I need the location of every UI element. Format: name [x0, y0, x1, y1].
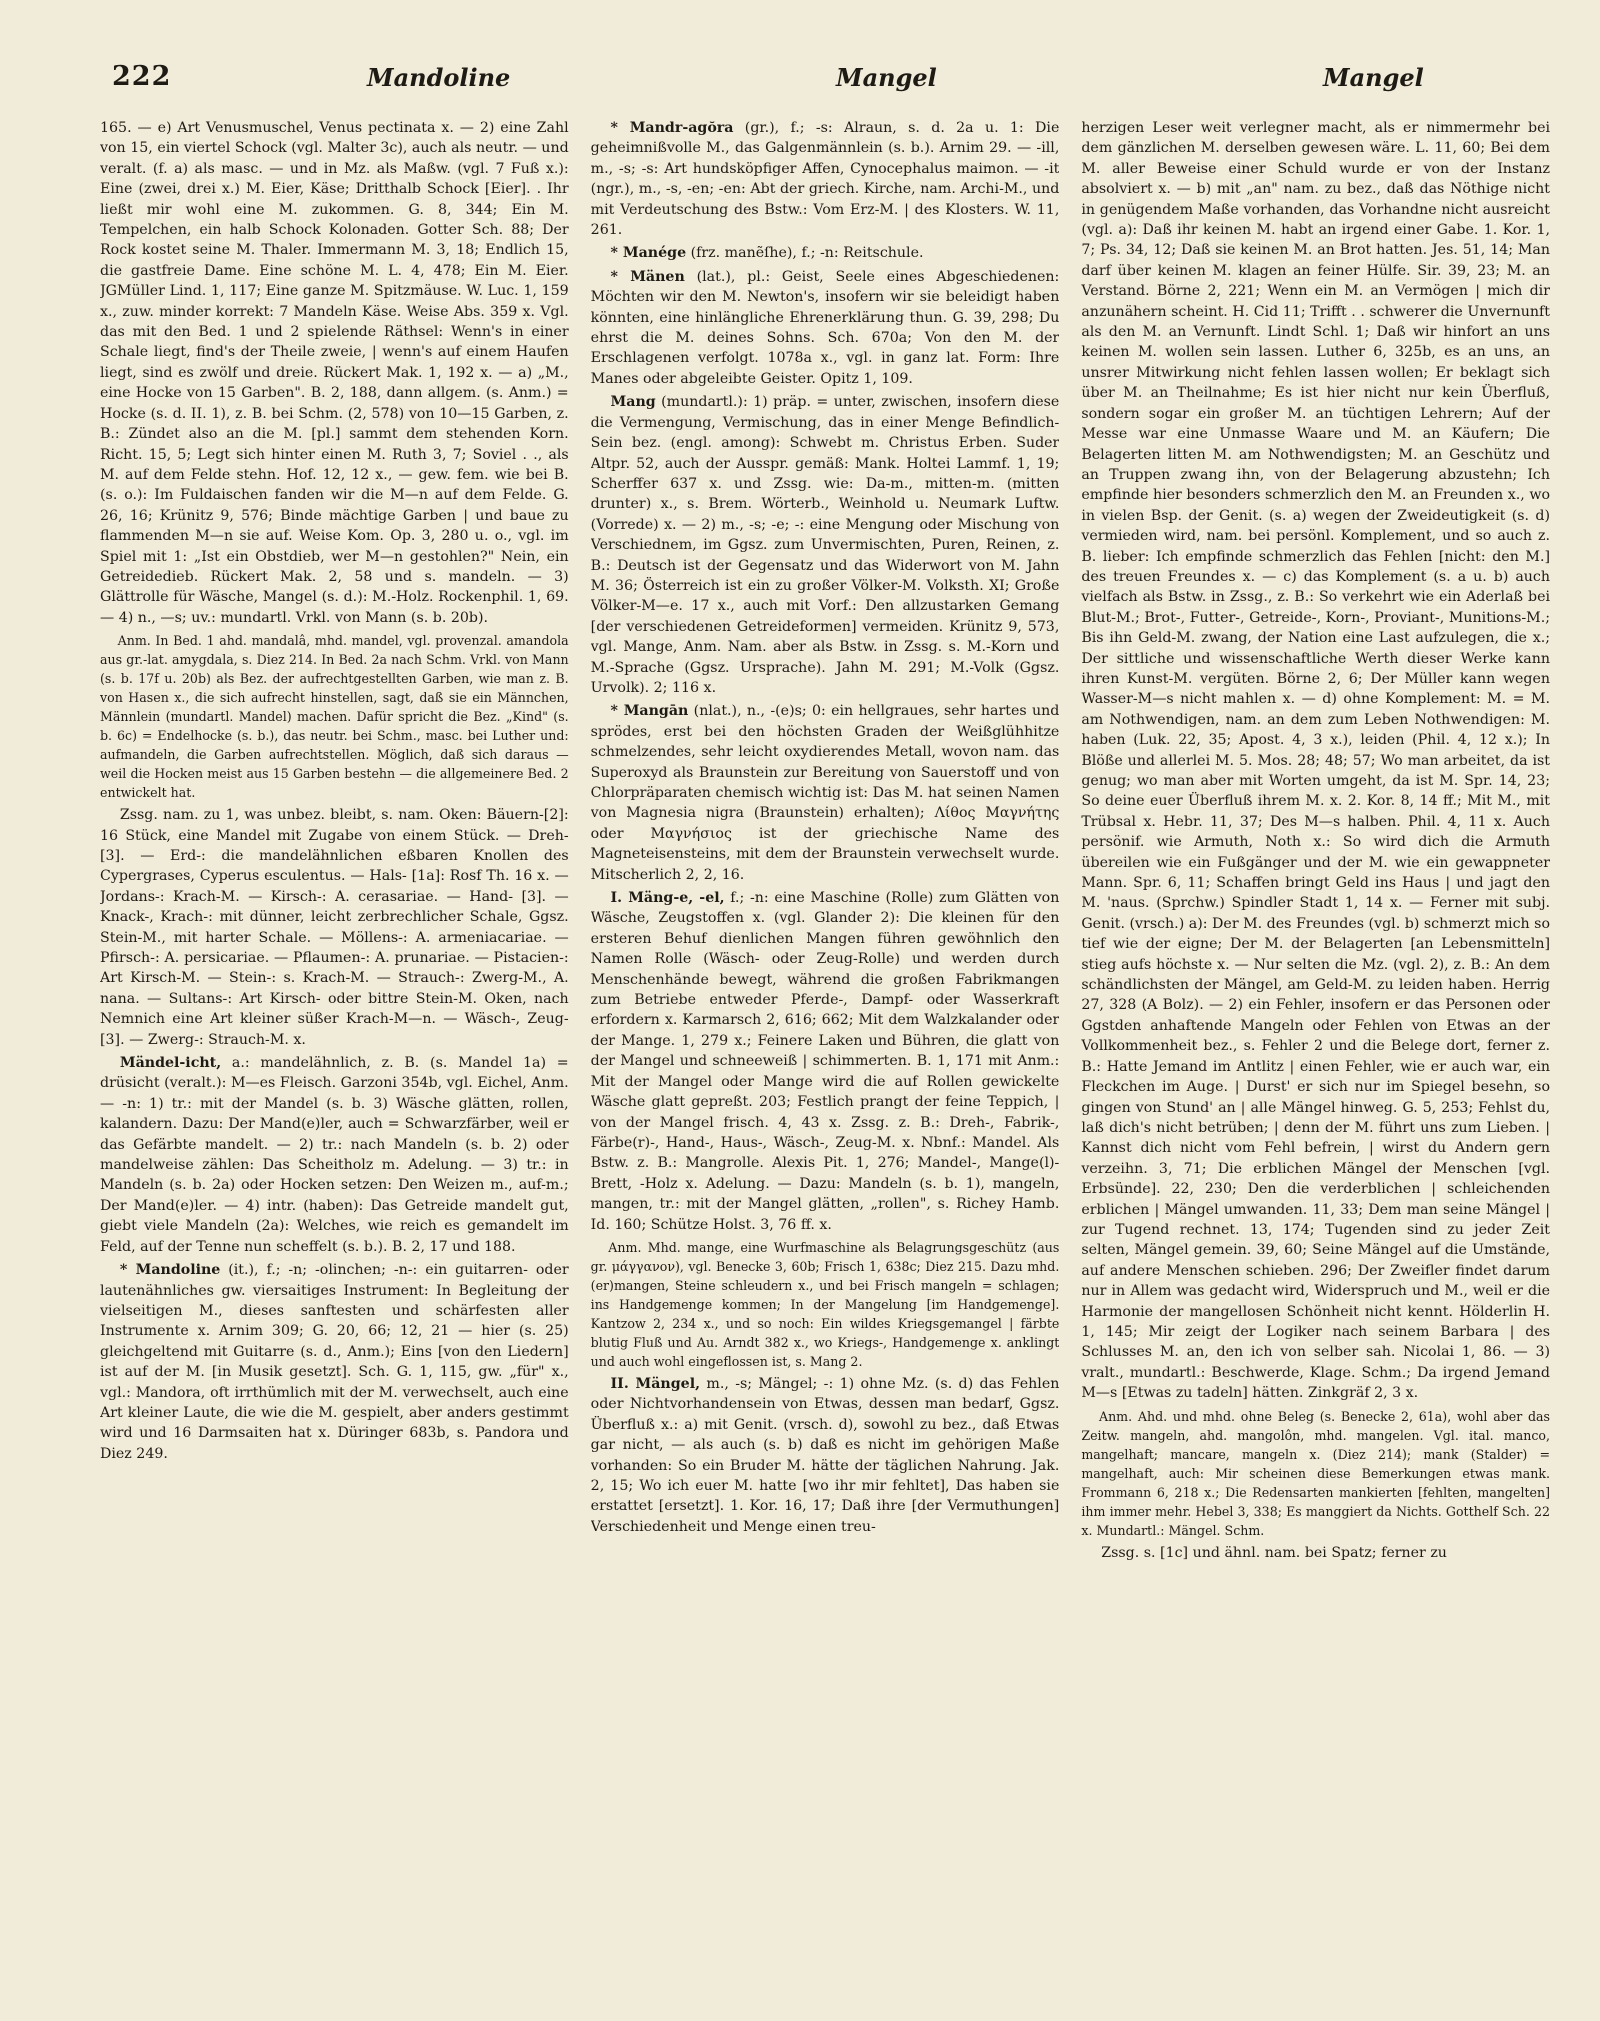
entry-text: Anm. In Bed. 1 ahd. mandalâ, mhd. mandel, vgl. provenzal. amandola aus gr.-lat. amygdala, s. Diez 214. In Bed. 2a nach Schm. Vrkl. von Mann (s. b. 17f u. 20b) als Bez. der aufrechtgestellten Garben, wie man z. B. von Hasen x., die sich aufrecht hinstellen, sagt, daß sie ein Männchen, Männlein (mundartl. Mandel) machen. Dafür spricht die Bez. „Kind" (s. b. 6c) = Endelhocke (s. b.), das neutr. bei Schm., masc. bei Luther und: aufmandeln, die Garben aufrechtstellen. Möglich, daß sich daraus — weil die Hocken meist aus 15 Garben bestehn — die allgemeinere Bed. 2 entwickelt hat.	[100, 633, 569, 801]
dictionary-entry	[100, 1260, 569, 1464]
entry-text: f.; -n: eine Maschine (Rolle) zum Glätten von Wäsche, Zeugstoffen x. (vgl. Glander 2): Die kleinen für den ersteren Behuf dienlichen Mangen führen gewöhnlich den Namen Rolle (Wäsch- oder Zeug-Rolle) und werden durch Menschenhände bewegt, während die großen Fabrikmangen zum Betriebe entweder Pferde-, Dampf- oder Wasserkraft erfordern x. Karmarsch 2, 616; 662; Mit dem Walzkalander oder der Mange. 1, 279 x.; Feinere Laken und Bühren, die glatt von der Mangel und schneeweiß | schimmerten. B. 1, 171 mit Anm.: Mit der Mangel oder Mange wird die auf Rollen gewickelte Wäsche glatt gepreßt. 203; Festlich prangt der feine Teppich, | von der Mangel frisch. 4, 43 x. Zssg. z. B.: Dreh-, Fabrik-, Färbe(r)-, Hand-, Haus-, Wäsch-, Zeug-M. x. Nbnf.: Mandel. Als Bstw. z. B.: Mangrolle. Alexis Pit. 1, 276; Mandel-, Mange(l)-Brett, -Holz x. Adelung. — Dazu: Mandeln (s. b. 1), mangeln, mangen, tr.: mit der Mangel glätten, „rollen", s. Richey Hamb. Id. 160; Schütze Holst. 3, 76 ff. x.	[590, 890, 1060, 1233]
entry-text: (frz. manẽſhe), f.; -n: Reitschule.	[690, 245, 924, 262]
dictionary-entry	[100, 1053, 569, 1257]
right-running-head: Mangel	[1323, 63, 1424, 92]
entry-lemma: * Manége	[610, 245, 687, 262]
entry-lemma: II. Mängel,	[610, 1375, 701, 1392]
dictionary-entry	[591, 701, 1060, 885]
entry-text: (mundartl.): 1) präp. = unter, zwischen, insofern diese die Vermengung, Vermischung, das in einer Menge Befindlich-Sein bez. (engl. among): Schwebt m. Christus Erben. Suder Altpr. 52, auch der Ausspr. gemäß: Mank. Holtei Lammf. 1, 19; Scherffer 637 x. und Zssg. wie: Da-m., mitten-m. (mitten drunter) x., s. Brem. Wörterb., Weinhold u. Neumark Luftw. (Vorrede) x. — 2) m., -s; -e; -: eine Mengung oder Mischung von Verschiednem, im Ggsz. zum Unvermischten, Puren, Reinen, z. B.: Deutsch ist der Gegensatz und das Widerwort von M. Jahn M. 36; Österreich ist ein zu großer Völker-M. Volksth. XI; Große Völker-M—e. 17 x., auch mit Vorf.: Den allzustarken Gemang [der verschiedenen Getreideformen] vermeiden. Krünitz 9, 573, vgl. Mange, Anm. Nam. aber als Bstw. in Zssg. s. M.-Korn und M.-Sprache (Ggsz. Ursprache). Jahn M. 291; M.-Volk (Ggsz. Urvolk). 2; 116 x.	[590, 394, 1060, 696]
entry-text: m., -s; Mängel; -: 1) ohne Mz. (s. d) das Fehlen oder Nichtvorhandensein von Etwas, dessen man bedarf, Ggsz. Überfluß x.: a) mit Genit. (vrsch. d), sowohl zu bez., daß Etwas gar nicht, — als auch (s. b) daß es nicht im gehörigen Maße vorhanden: So ein Bruder M. hätte der täglichen Nahrung. Jak. 2, 15; Wo ich euer M. hatte [wo ihr mir fehltet], Das haben sie erstattet [ersetzt]. 1. Kor. 16, 17; Daß ihre [der Vermuthungen] Verschiedenheit und Menge einen treu-	[590, 1375, 1060, 1535]
entry-text: a.: mandelähnlich, z. B. (s. Mandel 1a) = drüsicht (veralt.): M—es Fleisch. Garzoni 354b, vgl. Eichel, Anm. — -n: 1) tr.: mit der Mandel (s. b. 3) Wäsche glätten, rollen, kalandern. Dazu: Der Mand(e)ler, auch = Schwarzfärber, weil er das Gefärbte mandelt. — 2) tr.: nach Mandeln (s. b. 2) oder mandelweise zählen: Das Scheitholz m. Adelung. — 3) tr.: in Mandeln (s. b. 2a) oder Hocken setzen: Den Weizen m., auf-m.; Der Mand(e)ler. — 4) intr. (haben): Das Getreide mandelt gut, giebt viele Mandeln (2a): Welches, wie reich es gemandelt im Feld, auf der Tenne nun scheffelt (s. b.). B. 2, 17 und 188.	[100, 1055, 569, 1255]
entry-text: Zssg. nam. zu 1, was unbez. bleibt, s. nam. Oken: Bäuern-[2]: 16 Stück, eine Mandel mit Zugabe von einem Stück. — Dreh- [3]. — Erd-: die mandelähnlichen eßbaren Knollen des Cypergrases, Cyperus esculentus. — Hals- [1a]: Rosf Th. 16 x. — Jordans-: Krach-M. — Kirsch-: A. cerasariae. — Hand- [3]. — Knack-, Krach-: mit dünner, leicht zerbrechlicher Schale, Ggsz. Stein-M., mit harter Schale. — Möllens-: A. armeniacariae. — Pfirsch-: A. persicariae. — Pflaumen-: A. prunariae. — Pistacien-: Art Kirsch-M. — Stein-: s. Krach-M. — Strauch-: Zwerg-M., A. nana. — Sultans-: Art Kirsch- oder bittre Stein-M. Oken, nach Nemnich eine Art kleiner süßer Krach-M—n. — Wäsch-, Zeug- [3]. — Zwerg-: Strauch-M. x.	[100, 807, 569, 1048]
continued-paragraph	[100, 118, 569, 628]
entry-text: (gr.), f.; -s: Alraun, s. d. 2a u. 1: Die geheimnißvolle M., das Galgenmännlein (s. b.). Arnim 29. — -ill, m., -s; -s: Art hundsköpfiger Affen, Cynocephalus maimon. — -it (ngr.), m., -s, -en; -en: Abt der griech. Kirche, nam. Archi-M., und mit Verdeutschung des Bstw.: Vom Erz-M. | des Klosters. W. 11, 261.	[590, 120, 1060, 239]
column-middle	[591, 118, 1060, 1878]
entry-text: Anm. Mhd. mange, eine Wurfmaschine als Belagrungsgeschütz (aus gr. μάγγανον), vgl. Benecke 3, 60b; Frisch 1, 638c; Diez 215. Dazu mhd. (er)mangen, Steine schleudern x., und bei Frisch mangeln = schlagen; ins Handgemenge kommen; In der Mangelung [im Handgemenge]. Kantzow 2, 234 x., und so noch: Ein wildes Kriegsgemangel | färbte blutig Fluß und Au. Arndt 382 x., wo Kriegs-, Handgemenge x. anklingt und auch wohl eingeflossen ist, s. Mang 2.	[590, 1239, 1060, 1369]
dictionary-entry	[591, 1374, 1060, 1537]
text-columns	[100, 118, 1550, 1878]
entry-lemma: Mang	[610, 394, 656, 411]
entry-lemma: * Mandr-agŏra	[610, 120, 734, 136]
column-left	[100, 118, 569, 1878]
entry-text: (lat.), pl.: Geist, Seele eines Abgeschiedenen: Möchten wir den M. Newton's, insofern wir sie beleidigt haben könnten, eine hinlängliche Ehrenerklärung thun. G. 39, 298; Du ehrst die M. deines Sohns. Sch. 670a; Von den M. der Erschlagenen verfolgt. 1078a x., vgl. in ganz lat. Form: Ihre Manes oder abgeleibte Geister. Opitz 1, 109.	[590, 268, 1060, 387]
column-right	[1081, 118, 1550, 1878]
entry-text: Anm. Ahd. und mhd. ohne Beleg (s. Benecke 2, 61a), wohl aber das Zeitw. mangeln, ahd. mangolôn, mhd. mangelen. Vgl. ital. manco, mangelhaft; mancare, mangeln x. (Diez 214); mank (Stalder) = mangelhaft, auch: Mir scheinen diese Bemerkungen etwas mank. Frommann 6, 218 x.; Die Redensarten mankierten [fehlten, mangelten] ihm immer mehr. Hebel 3, 338; Es manggiert da Nichts. Gotthelf Sch. 22 x. Mundartl.: Mängel. Schm.	[1081, 1408, 1550, 1538]
entry-text: 165. — e) Art Venusmuschel, Venus pectinata x. — 2) eine Zahl von 15, ein viertel Schock (vgl. Malter 3c), auch als neutr. — und veralt. (f. a) als masc. — und in Mz. als Maßw. (vgl. 7 Fuß x.): Eine (zwei, drei x.) M. Eier, Käse; Dritthalb Schock [Eier]. . Ihr ließt mir wohl eine M. zukommen. G. 8, 344; Ein M. Tempelchen, ein halb Schock Kolonaden. Gotter Sch. 88; Der Rock kostet seine M. Thaler. Immermann M. 3, 18; Endlich 15, die gastfreie Dame. Eine schöne M. L. 4, 478; Ein M. Eier. JGMüller Lind. 1, 117; Eine ganze M. Spitzmäuse. W. Luc. 1, 159 x., zuw. minder korrekt: 7 Mandeln Käse. Weise Abs. 359 x. Vgl. das mit den Bed. 1 und 2 spielende Räthsel: Wenn's in einer Schale liegt, find's der Theile zweie, | wenn's auf einem Haufen liegt, sind es zwölf und dreie. Rückert Mak. 1, 192 x. — a) „M., eine Hocke von 15 Garben". B. 2, 188, dann allgem. (s. Anm.) = Hocke (s. d. II. 1), z. B. bei Schm. (2, 578) von 10—15 Garben, z. B.: Zündet also an die M. [pl.] sammt dem stehenden Korn. Richt. 15, 5; Legt sich hinter einen M. Ruth 3, 7; Soviel . ., als M. auf dem Felde stehn. Hof. 12, 12 x., — gew. fem. wie bei B. (s. o.): Im Fuldaischen fanden wir die M—n auf dem Felde. G. 26, 16; Krünitz 9, 576; Binde mächtige Garben | und baue zu flammenden M—n sie auf. Weise Kom. Op. 3, 280 u. o., vgl. im Spiel mit 1: „Ist ein Obstdieb, wer M—n gestohlen?" Nein, ein Getreidedieb. Rückert Mak. 2, 58 und s. mandeln. — 3) Glättrolle für Wäsche, Mangel (s. d.): M.-Holz. Rockenphil. 1, 69. — 4) n., —s; uv.: mundartl. Vrkl. von Mann (s. b. 20b).	[100, 120, 569, 626]
entry-lemma: I. Mäng-e, -el,	[610, 890, 725, 907]
entry-lemma: * Mänen	[610, 268, 685, 285]
entry-lemma: * Mandoline	[119, 1262, 221, 1279]
continued-paragraph	[100, 805, 569, 1050]
page-header	[40, 55, 1560, 95]
dictionary-entry	[591, 392, 1060, 698]
dictionary-entry	[591, 888, 1060, 1235]
middle-running-head: Mangel	[836, 63, 937, 92]
annotation-paragraph	[100, 631, 569, 802]
entry-text: (nlat.), n., -(e)s; 0: ein hellgraues, sehr hartes und sprödes, erst bei den höchsten Graden der Weißglühhitze schmelzendes, sehr leicht oxydierendes Metall, wovon nam. das Superoxyd als Braunstein zur Bereitung von Sauerstoff und von Chlorpräparaten chemisch wichtig ist: Das M. hat seinen Namen von Magnesia nigra (Braunstein) erhalten); Λίθος Μαγνήτης oder Μαγνήσιος ist der griechische Name des Magneteisensteins, mit dem der Braunstein verwechselt wurde. Mitscherlich 2, 2, 16.	[590, 703, 1060, 883]
left-running-head: Mandoline	[367, 63, 511, 92]
entry-text: Zssg. s. [1c] und ähnl. nam. bei Spatz; ferner zu	[1101, 1544, 1447, 1561]
dictionary-entry	[591, 118, 1060, 240]
continued-paragraph	[1081, 118, 1550, 1404]
page-number: 222	[112, 61, 172, 92]
dictionary-entry	[591, 267, 1060, 389]
annotation-paragraph	[1081, 1407, 1550, 1540]
entry-text: herzigen Leser weit verlegner macht, als er nimmermehr bei dem gänzlichen M. derselben gewesen wäre. L. 11, 60; Bei dem M. aller Beweise einer Schuld wurde er von der Instanz absolviert x. — b) mit „an" nam. zu bez., daß das Nöthige nicht in genügendem Maße vorhanden, das Vorhandne nicht ausreicht (vgl. a): Daß ihr keinen M. habt an irgend einer Gabe. 1. Kor. 1, 7; Ps. 34, 12; Daß sie keinen M. an Brot hatten. Jes. 51, 14; Man darf über keinen M. klagen an feiner Hülfe. Sir. 39, 23; M. an Verstand. Börne 2, 221; Wenn ein M. an Vermögen | mich dir anzunähern scheint. H. Cid 11; Trifft . . schwerer die Unvernunft als den M. an Vernunft. Lindt Schl. 1; Daß wir hinfort an uns keinen M. wollen sein lassen. Luther 6, 325b, es an uns, an unsrer Mitwirkung nicht fehlen lassen wollen; Er beklagt sich über M. an Theilnahme; Es ist hier nicht nur kein Überfluß, sondern sogar ein großer M. an tüchtigen Lehrern; Auf der Messe war eine Unmasse Waare und M. an Käufern; Die Belagerten litten M. am Nothwendigsten; M. an Geschütz und an Truppen zwang ihn, von der Belagerung abzustehn; Ich empfinde hier besonders schmerzlich den M. an Freunden x., wo in vielen Bsp. der Genit. (s. a) wegen der Zweideutigkeit (s. d) vermieden wird, nam. bei persönl. Komplement, und so auch z. B. lieber: Ich empfinde schmerzlich das Fehlen [nicht: den M.] des treuen Freundes x. — c) das Komplement (s. a u. b) auch vielfach als Bstw. in Zssg., z. B.: So verkehrt wie ein Aderlaß bei Blut-M.; Brot-, Futter-, Getreide-, Korn-, Proviant-, Munitions-M.; Bis ihn Geld-M. zwang, der Nation eine Last aufzulegen, die x.; Der sittliche und wissenschaftliche Werth dieser Werke kann ihren Kunst-M. vergüten. Börne 2, 6; Der Müller kann wegen Wasser-M—s nicht mahlen x. — d) ohne Komplement: M. = M. am Nothwendigen, nam. an dem zum Leben Nothwendigen: M. haben (Luk. 22, 35; Apost. 4, 3 x.), leiden (Phil. 4, 12 x.); In Blöße und allerlei M. 5. Mos. 28; 48; 57; Wo man arbeitet, da ist genug; wo man aber mit Worten umgeht, da ist M. Spr. 14, 23; So deine euer Überfluß ihrem M. x. 2. Kor. 8, 14 ff.; Mit M., mit Trübsal x. Hebr. 11, 37; Des M—s halben. Phil. 4, 11 x. Auch persönif. wie Armuth, Noth x.: So wird dich die Armuth übereilen wie ein Fußgänger und der M. wie ein gewappneter Mann. Spr. 6, 11; Schaffen bringt Geld ins Haus | und jagt den M. 'naus. (Sprchw.) Spindler Stadt 1, 14 x. — Ferner mit subj. Genit. (vrsch.) a): Der M. des Freundes (vgl. b) schmerzt mich so tief wie der eigne; Der M. der Belagerten [an Lebensmitteln] stieg aufs höchste x. — Nur selten die Mz. (vgl. 2), z. B.: An dem schändlichsten der Mängel, am Geld-M. zu leiden haben. Herrig 27, 328 (A Bolz). — 2) ein Fehler, insofern er das Personen oder Ggstden anhaftende Mangeln oder Fehlen von Etwas an der Vollkommenheit bez., s. Fehler 2 und die Belege dort, ferner z. B.: Hatte Jemand im Antlitz | einen Fehler, wie er auch war, ein Fleckchen im Auge. | Durst' er sich nur im Spiegel besehn, so gingen von Stund' an | alle Mängel hinweg. G. 5, 253; Fehlst du, laß dich's nicht betrüben; | denn der M. führt uns zum Lieben. | Kannst dich nicht vom Fehl befrein, | wirst du Andern gern verzeihn. 3, 71; Die erblichen Mängel der Menschen [vgl. Erbsünde]. 22, 230; Den die verderblichen | schleichenden erblichen | Mängel umwanden. 11, 33; Dem man seine Mängel | zur Tugend rechnet. 13, 174; Tugenden sind zu jeder Zeit selten, Mängel gemein. 39, 60; Seine Mängel auf die Umstände, auf andere Menschen schieben. 296; Der Zweifler findet darum nur in Allem was gedacht wird, Widerspruch und M., weil er die Harmonie der mangellosen Schönheit nicht kennt. Hölderlin H. 1, 145; Mir zeigt der Logiker nach seinem Barbara | des Schlusses M. an, den ich von selber sah. Nicolai 1, 86. — 3) vralt., mundartl.: Beschwerde, Klage. Schm.; Da irgend Jemand M—s [Etwas zu tadeln] hätten. Zinkgräf 2, 3 x.	[1081, 120, 1550, 1402]
entry-lemma: * Mangān	[610, 703, 689, 720]
continued-paragraph	[1081, 1543, 1550, 1563]
entry-lemma: Mändel-icht,	[119, 1055, 222, 1072]
entry-text: (it.), f.; -n; -olinchen; -n-: ein guitarren- oder lautenähnliches gw. viersaitiges Instrument: In Begleitung der vielseitigen M., dieses sanftesten und schärfesten aller Instrumente x. Arnim 309; G. 20, 66; 12, 21 — hier (s. 25) gleichgeltend mit Guitarre (s. d., Anm.); Eins [von den Liedern] ist auf der M. [in Musik gesetzt]. Sch. G. 1, 115, gw. „für" x., vgl.: Mandora, oft irrthümlich mit der M. verwechselt, auch eine Art kleiner Laute, die wie die M. gespielt, aber anders gestimmt wird und 16 Darmsaiten hat x. Düringer 683b, s. Pandora und Diez 249.	[100, 1262, 569, 1462]
annotation-paragraph	[591, 1238, 1060, 1371]
dictionary-entry	[591, 243, 1060, 263]
